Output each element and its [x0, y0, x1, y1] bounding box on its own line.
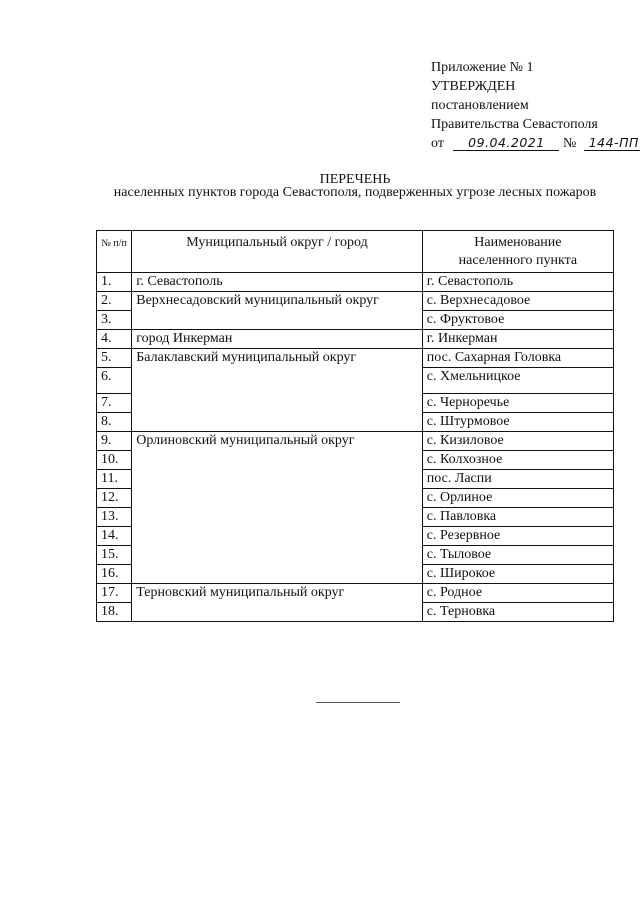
place-cell: с. Павловка — [422, 508, 613, 527]
place-cell: с. Кизиловое — [422, 432, 613, 451]
row-number: 18. — [97, 603, 132, 622]
row-number: 11. — [97, 470, 132, 489]
district-cell: г. Севастополь — [132, 273, 423, 292]
row-number: 7. — [97, 394, 132, 413]
table-row — [97, 330, 614, 349]
handwritten-date: 09.04.2021 — [453, 135, 559, 151]
place-cell: с. Штурмовое — [422, 413, 613, 432]
row-number: 3. — [97, 311, 132, 330]
district-cell: Балаклавский муниципальный округ — [132, 349, 423, 432]
row-number: 8. — [97, 413, 132, 432]
settlements-table — [96, 230, 614, 622]
district-cell: Орлиновский муниципальный округ — [132, 432, 423, 584]
place-cell: г. Севастополь — [422, 273, 613, 292]
header-district: Муниципальный округ / город — [132, 231, 423, 273]
row-number: 9. — [97, 432, 132, 451]
district-cell: Верхнесадовский муниципальный округ — [132, 292, 423, 330]
appendix-block — [431, 58, 639, 153]
place-cell: пос. Ласпи — [422, 470, 613, 489]
place-cell: с. Родное — [422, 584, 613, 603]
place-cell: с. Орлиное — [422, 489, 613, 508]
row-number: 2. — [97, 292, 132, 311]
document-subtitle: населенных пунктов города Севастополя, подверженных угрозе лесных пожаров — [113, 185, 597, 200]
place-cell: с. Черноречье — [422, 394, 613, 413]
place-cell: с. Тыловое — [422, 546, 613, 565]
row-number: 10. — [97, 451, 132, 470]
document-heading: ПЕРЕЧЕНЬ — [319, 172, 391, 187]
header-number: № п/п — [97, 231, 132, 273]
appendix-number: Приложение № 1 — [431, 60, 534, 75]
place-cell: с. Фруктовое — [422, 311, 613, 330]
from-label: от — [431, 136, 444, 151]
table-header-row — [97, 231, 614, 273]
district-cell: Терновский муниципальный округ — [132, 584, 423, 622]
place-cell: с. Верхнесадовое — [422, 292, 613, 311]
number-label: № — [562, 136, 577, 151]
row-number: 1. — [97, 273, 132, 292]
place-cell: с. Колхозное — [422, 451, 613, 470]
header-place: Наименование населенного пункта — [422, 231, 613, 273]
table-body — [97, 273, 614, 622]
place-cell: с. Широкое — [422, 565, 613, 584]
place-cell: г. Инкерман — [422, 330, 613, 349]
government-label: Правительства Севастополя — [431, 117, 598, 132]
district-cell: город Инкерман — [132, 330, 423, 349]
place-cell: с. Резервное — [422, 527, 613, 546]
row-number: 12. — [97, 489, 132, 508]
approved-label: УТВЕРЖДЕН — [431, 79, 516, 94]
table-row — [97, 292, 614, 311]
row-number: 5. — [97, 349, 132, 368]
table-row — [97, 432, 614, 451]
place-cell: с. Терновка — [422, 603, 613, 622]
row-number: 17. — [97, 584, 132, 603]
row-number: 15. — [97, 546, 132, 565]
row-number: 4. — [97, 330, 132, 349]
handwritten-number: 144-ПП — [584, 135, 640, 151]
footer-divider — [316, 702, 400, 703]
table-row — [97, 584, 614, 603]
date-number-line — [431, 134, 639, 153]
row-number: 14. — [97, 527, 132, 546]
table-row — [97, 273, 614, 292]
row-number: 16. — [97, 565, 132, 584]
row-number: 13. — [97, 508, 132, 527]
table-row — [97, 349, 614, 368]
place-cell: с. Хмельницкое — [422, 368, 613, 394]
row-number: 6. — [97, 368, 132, 394]
place-cell: пос. Сахарная Головка — [422, 349, 613, 368]
resolution-label: постановлением — [431, 98, 529, 113]
